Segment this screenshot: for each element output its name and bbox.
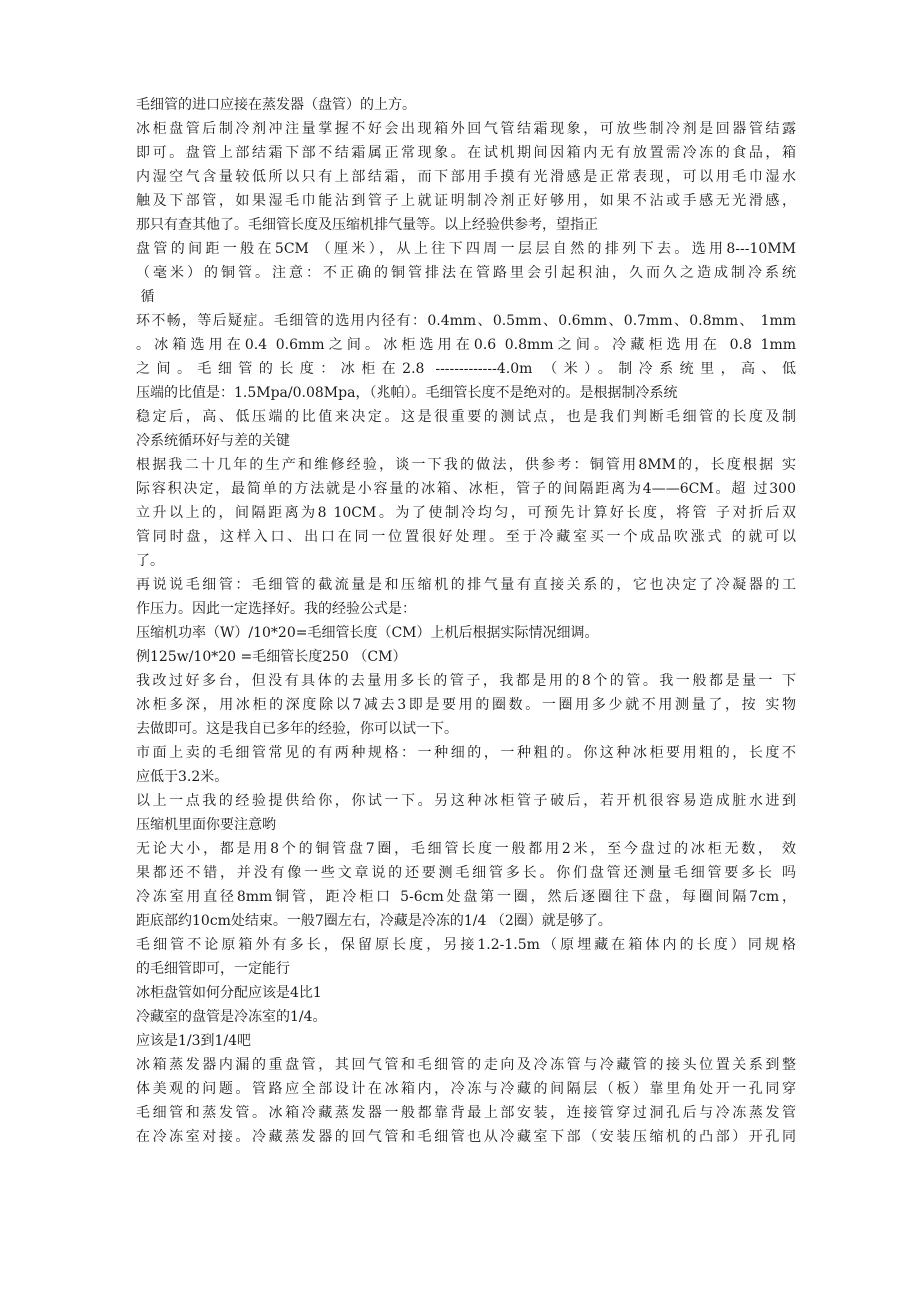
text-line: 市面上卖的毛细管常见的有两种规格：一种细的，一种粗的。你这种冰柜要用粗的，长度不 (136, 745, 796, 761)
text-line: 无论大小，都是用8个的铜管盘7圈，毛细管长度一般都用2米，至今盘过的冰柜无数， 效 (136, 841, 796, 857)
text-line: 距底部约10cm处结束。一般7圈左右，冷藏是冷冻的1/4 （2圈）就是够了。 (136, 913, 612, 929)
text-line: 的毛细管即可，一定能行 (136, 961, 290, 977)
text-line: 根据我二十几年的生产和维修经验，谈一下我的做法，供参考：铜管用8MM的，长度根据 实 (136, 457, 796, 473)
text-line: 压缩机里面你要注意哟 (136, 817, 276, 833)
text-line: 循 (136, 289, 155, 305)
text-line: 冷藏室的盘管是冷冻室的1/4。 (136, 1009, 327, 1025)
text-line: 冰柜盘管后制冷剂冲注量掌握不好会出现箱外回气管结霜现象，可放些制冷剂是回器管结露 (136, 121, 796, 137)
text-line: 冷冻室用直径8mm铜管，距冷柜口 5-6cm处盘第一圈，然后逐圈往下盘，每圈间隔7cm， (136, 889, 796, 905)
text-line: 去做即可。这是我自已多年的经验，你可以试一下。 (136, 721, 458, 737)
text-line: 稳定后，高、低压端的比值来决定。这是很重要的测试点，也是我们判断毛细管的长度及制 (136, 409, 796, 425)
text-line: 应低于3.2米。 (136, 769, 229, 785)
text-line: 压缩机功率（W）/10*20=毛细管长度（CM）上机后根据实际情况细调。 (136, 625, 599, 641)
text-line: 例125w/10*20 =毛细管长度250 （CM） (136, 649, 407, 665)
text-line: 环不畅，等后疑症。毛细管的选用内径有：0.4mm、0.5mm、0.6mm、0.7mm、0.8mm、 1mm (136, 313, 796, 329)
text-line: 冰箱蒸发器内漏的重盘管，其回气管和毛细管的走向及冷冻管与冷藏管的接头位置关系到整 (136, 1057, 796, 1073)
text-line: 内湿空气含量较低所以只有上部结霜，而下部用手摸有光滑感是正常表现，可以用毛巾湿水 (136, 169, 796, 185)
text-line: 管同时盘，这样入口、出口在同一位置很好处理。至于冷藏室买一个成品吹涨式 的就可以 (136, 529, 796, 545)
text-line: 果都还不错，并没有像一些文章说的还要测毛细管多长。你们盘管还测量毛细管要多长 吗 (136, 865, 796, 881)
text-line: 了。 (136, 553, 164, 569)
text-line: 我改过好多台，但没有具体的去量用多长的管子，我都是用的8个的管。我一般都是量一 下 (136, 673, 796, 689)
text-line: 应该是1/3到1/4吧 (136, 1033, 252, 1049)
text-line: 在冷冻室对接。冷藏蒸发器的回气管和毛细管也从冷藏室下部（安装压缩机的凸部）开孔同 (136, 1129, 796, 1145)
text-line: 冷系统循环好与差的关键 (136, 433, 290, 449)
text-line: 立升以上的，间隔距离为8 10CM。为了使制冷均匀，可预先计算好长度，将管 子对折后双 (136, 505, 796, 521)
text-line: 体美观的问题。管路应全部设计在冰箱内，冷冻与冷藏的间隔层（板）靠里角处开一孔同穿 (136, 1081, 796, 1097)
text-line: 毛细管的进口应接在蒸发器（盘管）的上方。 (136, 97, 416, 113)
text-line: 毛细管和蒸发管。冰箱冷藏蒸发器一般都靠背最上部安装，连接管穿过洞孔后与冷冻蒸发管 (136, 1105, 796, 1121)
text-line: 冰柜盘管如何分配应该是4比1 (136, 985, 322, 1001)
document-page (136, 93, 796, 1149)
text-line: 作压力。因此一定选择好。我的经验公式是： (136, 601, 416, 617)
text-line: 再说说毛细管：毛细管的截流量是和压缩机的排气量有直接关系的，它也决定了冷凝器的工 (136, 577, 796, 593)
text-line: 际容积决定，最简单的方法就是小容量的冰箱、冰柜，管子的间隔距离为4——6CM。超 过300 (136, 481, 796, 497)
text-line: 毛细管不论原箱外有多长，保留原长度，另接1.2-1.5m（原埋藏在箱体内的长度）同规格 (136, 937, 796, 953)
text-line: 压端的比值是：1.5Mpa/0.08Mpa，（兆帕）。毛细管长度不是绝对的。是根据制冷系统 (136, 385, 678, 401)
text-line: 之间。毛细管的长度：冰柜在2.8 -------------4.0m （米）。制冷系统里，高、低 (136, 361, 796, 377)
text-line: （毫米）的铜管。注意：不正确的铜管排法在管路里会引起积油，久而久之造成制冷系统 (136, 265, 796, 281)
text-line: 触及下部管，如果湿毛巾能沾到管子上就证明制冷剂正好够用，如果不沾或手感无光滑感， (136, 193, 796, 209)
text-line: 冰柜多深，用冰柜的深度除以7减去3即是要用的圈数。一圈用多少就不用测量了，按 实物 (136, 697, 796, 713)
text-line: 以上一点我的经验提供给你，你试一下。另这种冰柜管子破后，若开机很容易造成脏水进到 (136, 793, 796, 809)
text-line: 那只有查其他了。毛细管长度及压缩机排气量等。以上经验供参考，望指正 (136, 217, 598, 233)
text-line: 。冰箱选用在0.4 0.6mm之间。冰柜选用在0.6 0.8mm之间。冷藏柜选用在 0.8 1mm (136, 337, 796, 353)
text-line: 即可。盘管上部结霜下部不结霜属正常现象。在试机期间因箱内无有放置需冷冻的食品，箱 (136, 145, 796, 161)
text-line: 盘管的间距一般在5CM （厘米），从上往下四周一层层自然的排列下去。选用8---10MM (136, 241, 796, 257)
